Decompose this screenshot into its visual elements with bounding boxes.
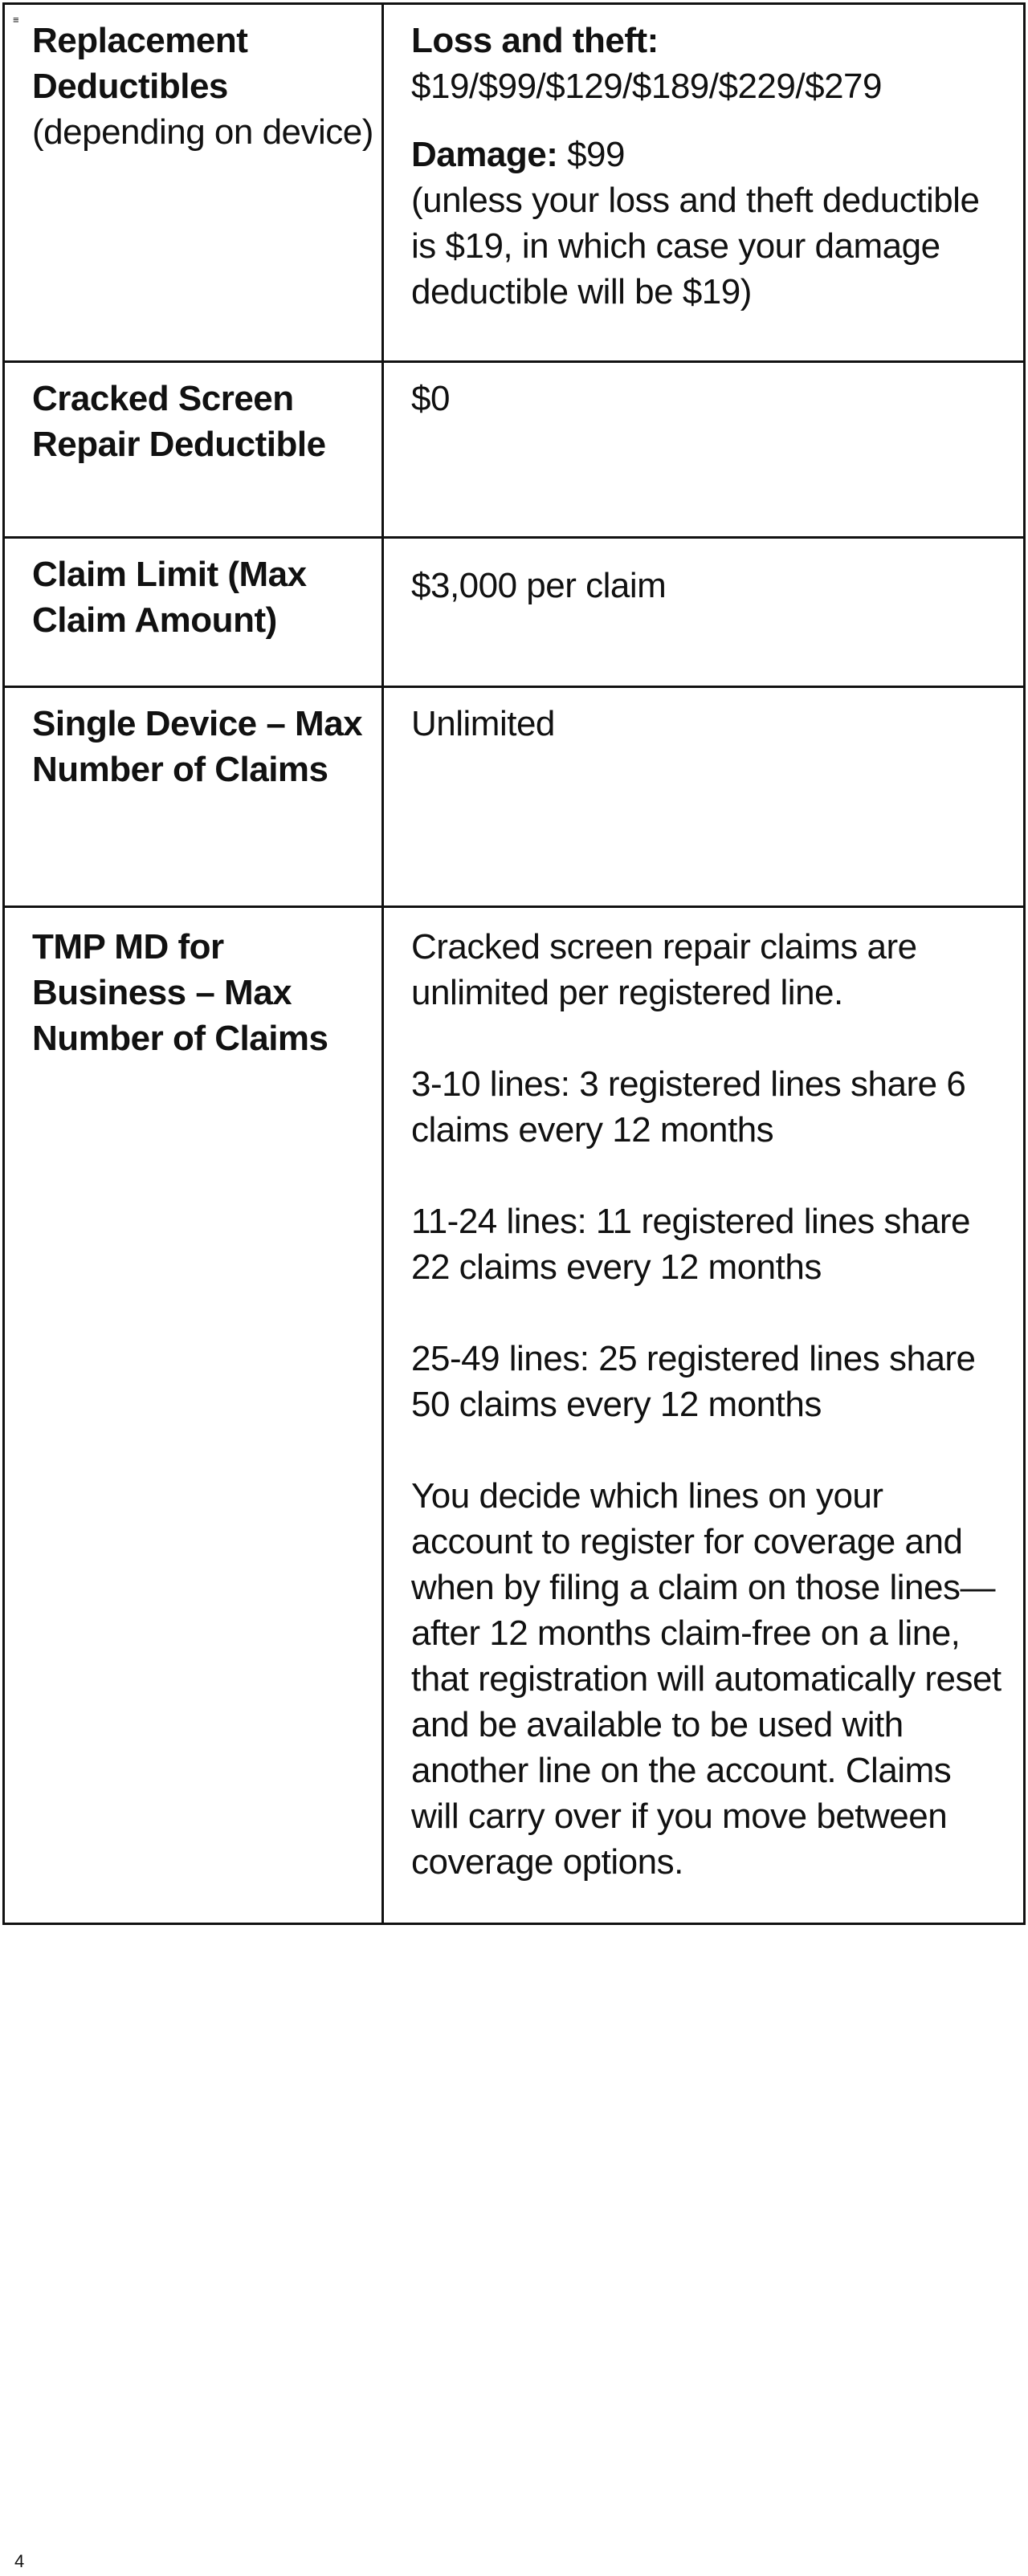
business-claims-paragraph: 25-49 lines: 25 registered lines share 50 claims every 12 months: [411, 1339, 976, 1424]
table-row: [4, 538, 1025, 687]
cracked-screen-label: Cracked Screen Repair Deductible: [32, 379, 326, 464]
row-label-replacement-deductibles: [4, 4, 383, 362]
row-value-cracked-screen: [383, 362, 1025, 538]
replacement-deductibles-label: Replacement Deductibles: [32, 21, 248, 106]
row-value-claim-limit: [383, 538, 1025, 687]
damage-value: $99: [557, 135, 625, 174]
cracked-screen-value: $0: [411, 379, 450, 418]
single-device-value: Unlimited: [411, 704, 555, 743]
damage-label: Damage:: [411, 135, 558, 174]
business-claims-label: TMP MD for Business – Max Number of Claims: [32, 927, 328, 1058]
page-number: 4: [14, 2551, 25, 2571]
row-label-claim-limit: [4, 538, 383, 687]
table-row: [4, 4, 1025, 362]
row-value-business-claims: [383, 907, 1025, 1924]
single-device-label: Single Device – Max Number of Claims: [32, 704, 363, 789]
coverage-details-table: [2, 2, 1026, 1925]
table-row: [4, 907, 1025, 1924]
corner-mark: ≡: [13, 14, 19, 26]
replacement-deductibles-qualifier: (depending on device): [32, 112, 373, 152]
business-claims-paragraph: Cracked screen repair claims are unlimited per registered line.: [411, 927, 917, 1012]
business-claims-paragraph: 11-24 lines: 11 registered lines share 22 claims every 12 months: [411, 1202, 970, 1287]
row-value-replacement-deductibles: [383, 4, 1025, 362]
table-row: [4, 362, 1025, 538]
damage-note: (unless your loss and theft deductible is $19, in which case your damage deductible will be $19): [411, 181, 980, 311]
claim-limit-label: Claim Limit (Max Claim Amount): [32, 555, 307, 640]
business-claims-paragraph: You decide which lines on your account to register for coverage and when by filing a claim on those lines—after 12 months claim-free on a line, that registration will automatically reset and be available to be used with another line on the account. Claims will carry over if you move between coverage options.: [411, 1476, 1001, 1882]
table-row: [4, 687, 1025, 907]
row-label-business-claims: [4, 907, 383, 1924]
claim-limit-value: $3,000 per claim: [411, 566, 667, 605]
loss-theft-label: Loss and theft:: [411, 21, 659, 60]
row-value-single-device: [383, 687, 1025, 907]
business-claims-paragraph: 3-10 lines: 3 registered lines share 6 claims every 12 months: [411, 1064, 966, 1150]
row-label-cracked-screen: [4, 362, 383, 538]
loss-theft-value: $19/$99/$129/$189/$229/$279: [411, 67, 882, 106]
row-label-single-device: [4, 687, 383, 907]
